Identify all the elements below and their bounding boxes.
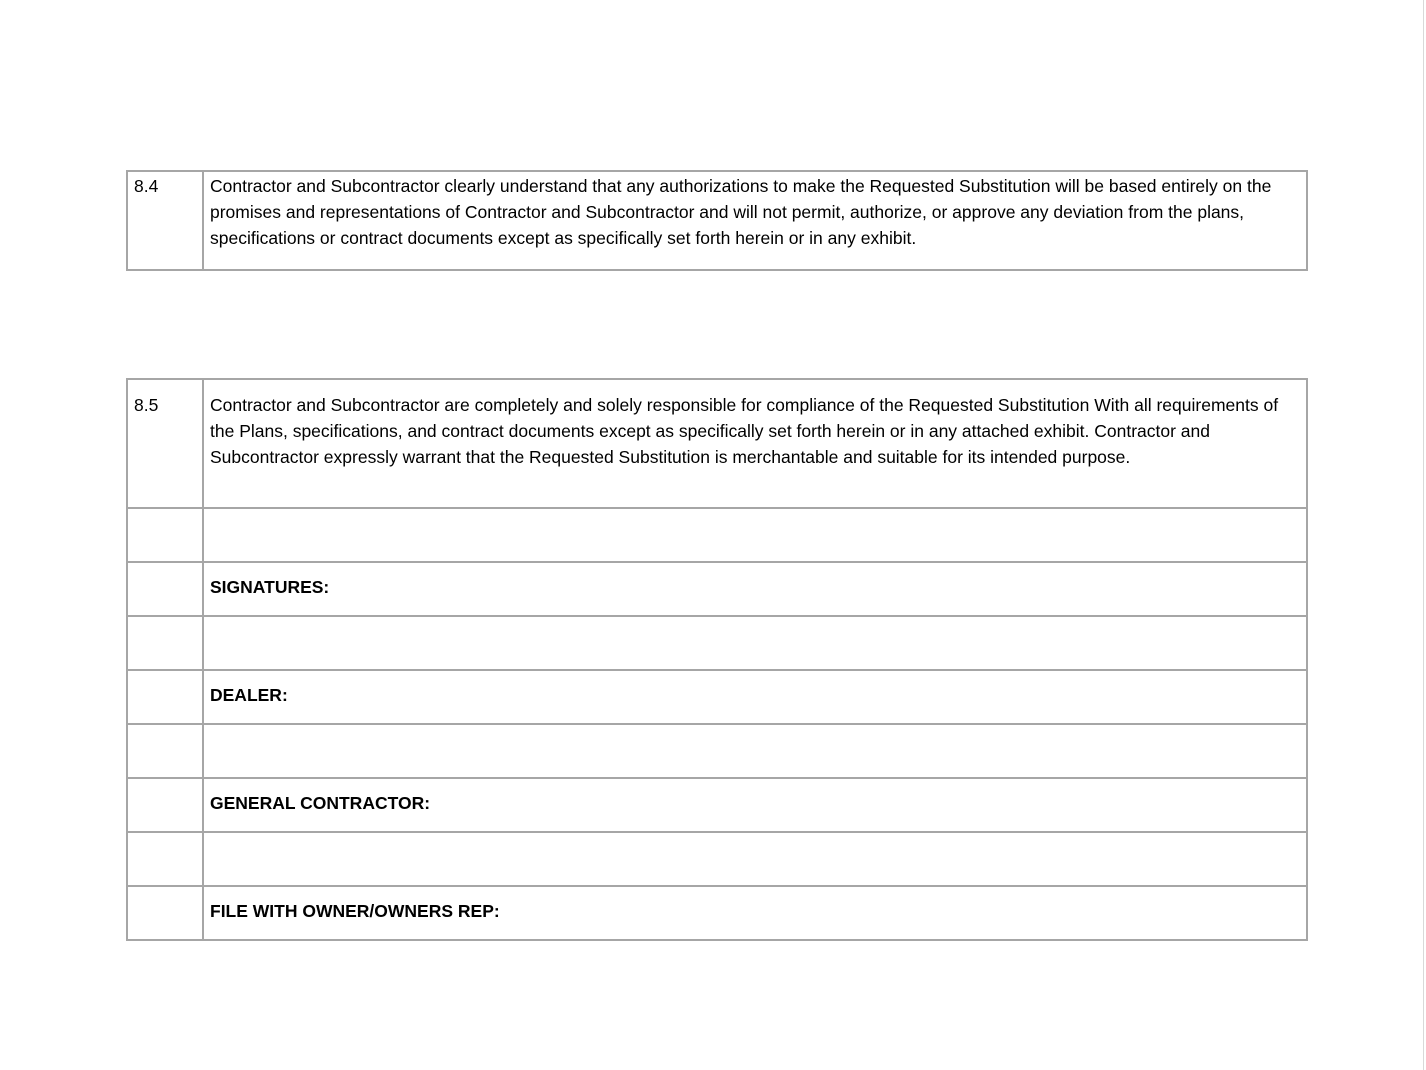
page-edge [1423, 0, 1424, 1070]
blank-row [127, 616, 1307, 670]
blank-text-cell[interactable] [203, 724, 1307, 778]
clause-8-4-number: 8.4 [127, 171, 203, 270]
signatures-row [127, 562, 1307, 616]
clause-8-5-table [126, 378, 1308, 941]
file-with-owner-number-cell [127, 886, 203, 940]
clause-8-5-row [127, 379, 1307, 508]
file-with-owner-label: FILE WITH OWNER/OWNERS REP: [203, 886, 1307, 940]
blank-text-cell[interactable] [203, 508, 1307, 562]
signatures-number-cell [127, 562, 203, 616]
dealer-number-cell [127, 670, 203, 724]
clause-8-5-text: Contractor and Subcontractor are completely and solely responsible for compliance of the Requested Substitution With all requirements of the Plans, specifications, and contract documents except as specifically set forth herein or in any attached exhibit. Contractor and Subcontractor expressly warrant that the Requested Substitution is merchantable and suitable for its intended purpose. [203, 379, 1307, 508]
blank-text-cell[interactable] [203, 832, 1307, 886]
general-contractor-label: GENERAL CONTRACTOR: [203, 778, 1307, 832]
general-contractor-number-cell [127, 778, 203, 832]
blank-row [127, 832, 1307, 886]
blank-number-cell [127, 832, 203, 886]
dealer-label: DEALER: [203, 670, 1307, 724]
clause-8-4-table [126, 170, 1308, 271]
blank-number-cell [127, 616, 203, 670]
clause-8-4-text: Contractor and Subcontractor clearly understand that any authorizations to make the Requested Substitution will be based entirely on the promises and representations of Contractor and Subcontractor and will not permit, authorize, or approve any deviation from the plans, specifications or contract documents except as specifically set forth herein or in any exhibit. [203, 171, 1307, 270]
signatures-heading: SIGNATURES: [203, 562, 1307, 616]
blank-number-cell [127, 724, 203, 778]
blank-text-cell[interactable] [203, 616, 1307, 670]
dealer-row [127, 670, 1307, 724]
blank-number-cell [127, 508, 203, 562]
clause-8-4-row [127, 171, 1307, 270]
blank-row [127, 724, 1307, 778]
file-with-owner-row [127, 886, 1307, 940]
general-contractor-row [127, 778, 1307, 832]
clause-8-5-number: 8.5 [127, 379, 203, 508]
blank-row [127, 508, 1307, 562]
